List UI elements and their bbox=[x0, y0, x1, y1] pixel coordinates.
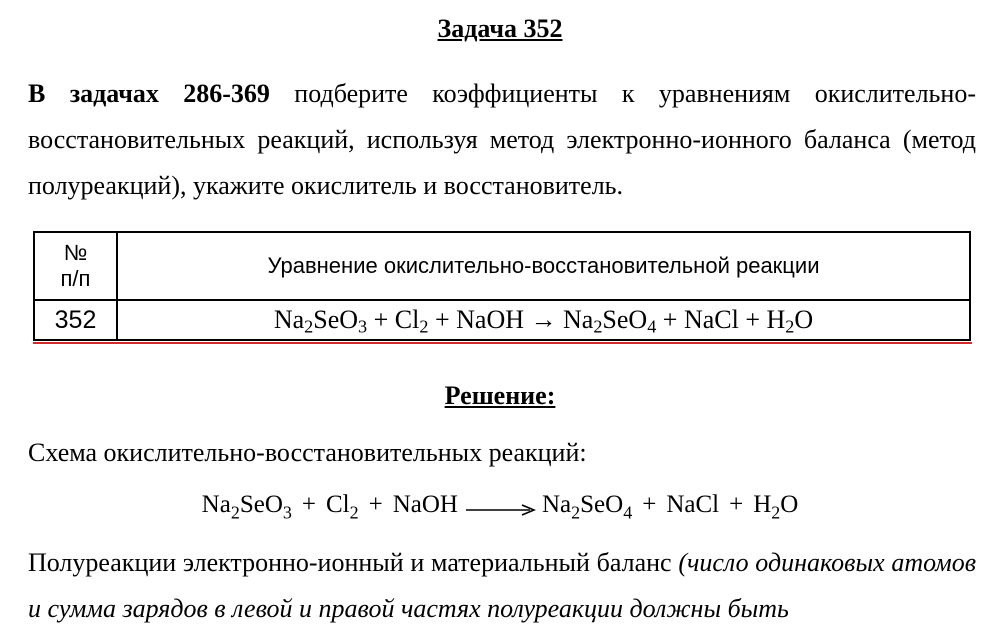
half-reactions-paragraph bbox=[28, 540, 976, 632]
task-number-cell: 352 bbox=[34, 300, 117, 340]
scheme-label: Схема окислительно-восстановительных реакций: bbox=[28, 438, 587, 467]
table-row bbox=[34, 300, 970, 340]
number-column-header bbox=[34, 232, 117, 300]
task-title: Задача 352 bbox=[437, 14, 563, 43]
equation-column-header: Уравнение окислительно-восстановительной реакции bbox=[117, 232, 970, 300]
instructions-lead: В задачах 286-369 bbox=[28, 79, 270, 108]
task-instructions bbox=[28, 71, 976, 209]
scheme-equation: $Na_2SeO_3 + Cl_2$ + NaOH $Na_2SeO_4$ + NaCl + $H_2O$ bbox=[201, 491, 799, 523]
reaction-table bbox=[33, 231, 971, 341]
table-header-row bbox=[34, 232, 970, 300]
instructions-text: подберите коэффициенты к уравнениям окислительно-восстановительных реакций, используя метод электронно-ионного баланса (метод полуреакций), укажите окислитель и восстановитель. bbox=[28, 79, 976, 200]
reaction-arrow-icon bbox=[464, 496, 536, 516]
solution-heading: Решение: bbox=[444, 381, 556, 410]
reaction-equation-cell: $Na_2SeO_3 + Cl_2$ + NaOH → $Na_2SeO_4$ + NaCl + $H_2O$ bbox=[117, 300, 970, 340]
half-reactions-text: Полуреакции электронно-ионный и материальный баланс bbox=[28, 548, 679, 577]
task-table bbox=[33, 231, 971, 341]
number-header-abbrev: п/п bbox=[60, 266, 91, 291]
half-reactions-note: (число одинаковых атомов и сумма зарядов в левой и правой частях полуреакции должны быть bbox=[28, 548, 976, 623]
number-header-symbol: № bbox=[63, 240, 88, 265]
spellcheck-underline bbox=[33, 342, 972, 344]
